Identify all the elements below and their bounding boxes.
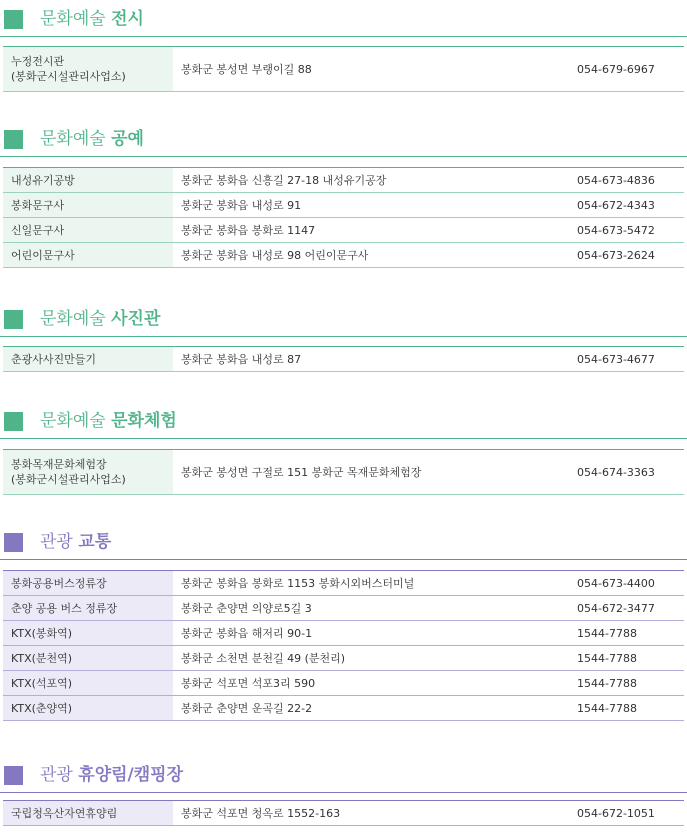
place-name: 봉화목재문화체험장 (봉화군시설관리사업소) <box>3 450 173 494</box>
place-name: 춘양 공용 버스 정류장 <box>3 596 173 620</box>
place-phone: 054-672-3477 <box>577 601 655 615</box>
section-transport <box>0 525 687 715</box>
place-address: 봉화군 봉화읍 해저리 90-1 <box>181 627 313 640</box>
section-marker <box>4 766 23 785</box>
table-row <box>3 47 684 92</box>
place-phone: 054-679-6967 <box>577 62 655 76</box>
section-marker <box>4 130 23 149</box>
table-row <box>3 193 684 218</box>
place-address: 봉화군 춘양면 의양로5길 3 <box>181 602 312 615</box>
section-title: 문화예술 사진관 <box>40 309 161 329</box>
place-address: 봉화군 봉화읍 내성로 87 <box>181 353 302 366</box>
place-name: KTX(봉화역) <box>3 621 173 645</box>
place-name: KTX(분천역) <box>3 646 173 670</box>
table-row <box>3 450 684 495</box>
section-exhibition <box>0 2 687 83</box>
table-row <box>3 347 684 372</box>
table-row <box>3 646 684 671</box>
directory-table <box>3 167 684 268</box>
directory-table <box>3 46 684 92</box>
table-row <box>3 621 684 646</box>
place-name: KTX(석포역) <box>3 671 173 695</box>
place-phone: 054-674-3363 <box>577 465 655 479</box>
section-culture-experience <box>0 404 687 486</box>
place-name: 국립청옥산자연휴양림 <box>3 801 173 825</box>
place-address: 봉화군 봉화읍 내성로 91 <box>181 199 302 212</box>
place-address: 봉화군 봉화읍 봉화로 1153 봉화시외버스터미널 <box>181 577 415 590</box>
section-header <box>0 525 687 560</box>
section-header <box>0 302 687 337</box>
directory-table <box>3 800 684 826</box>
table-row <box>3 243 684 268</box>
place-phone: 054-673-4400 <box>577 576 655 590</box>
place-phone: 1544-7788 <box>577 676 637 690</box>
place-name: 누정전시관 (봉화군시설관리사업소) <box>3 47 173 91</box>
place-address: 봉화군 석포면 청옥로 1552-163 <box>181 807 341 820</box>
place-name: 신일문구사 <box>3 218 173 242</box>
place-address: 봉화군 소천면 분천길 49 (분천리) <box>181 652 346 665</box>
directory-table <box>3 449 684 495</box>
section-forest-camping <box>0 758 687 820</box>
directory-table <box>3 570 684 721</box>
place-address: 봉화군 봉화읍 신흥길 27-18 내성유기공장 <box>181 174 387 187</box>
section-header <box>0 404 687 439</box>
place-name: 봉화문구사 <box>3 193 173 217</box>
place-address: 봉화군 춘양면 운곡길 22-2 <box>181 702 313 715</box>
table-row <box>3 571 684 596</box>
section-header <box>0 758 687 793</box>
place-address: 봉화군 봉성면 부랭이길 88 <box>181 63 312 76</box>
table-row <box>3 696 684 721</box>
section-marker <box>4 10 23 29</box>
place-address: 봉화군 봉화읍 내성로 98 어린이문구사 <box>181 249 369 262</box>
table-row <box>3 168 684 193</box>
section-crafts <box>0 122 687 262</box>
table-row <box>3 218 684 243</box>
table-row <box>3 801 684 826</box>
place-name: 봉화공용버스정류장 <box>3 571 173 595</box>
place-address: 봉화군 봉화읍 봉화로 1147 <box>181 224 316 237</box>
place-phone: 054-673-5472 <box>577 223 655 237</box>
section-title: 문화예술 문화체험 <box>40 411 177 431</box>
section-title: 문화예술 전시 <box>40 9 144 29</box>
section-header <box>0 2 687 37</box>
place-address: 봉화군 석포면 석포3리 590 <box>181 677 316 690</box>
section-title: 관광 교통 <box>40 532 112 552</box>
table-row <box>3 596 684 621</box>
place-phone: 054-673-2624 <box>577 248 655 262</box>
section-title: 관광 휴양림/캠핑장 <box>40 765 184 785</box>
place-phone: 1544-7788 <box>577 651 637 665</box>
place-phone: 054-673-4677 <box>577 352 655 366</box>
section-marker <box>4 412 23 431</box>
place-phone: 1544-7788 <box>577 626 637 640</box>
section-title: 문화예술 공예 <box>40 129 144 149</box>
place-phone: 054-673-4836 <box>577 173 655 187</box>
table-row <box>3 671 684 696</box>
place-phone: 1544-7788 <box>577 701 637 715</box>
place-phone: 054-672-1051 <box>577 806 655 820</box>
section-header <box>0 122 687 157</box>
section-photo-studio <box>0 302 687 366</box>
place-name: 춘광사사진만들기 <box>3 347 173 371</box>
directory-table <box>3 346 684 372</box>
place-name: 내성유기공방 <box>3 168 173 192</box>
place-name: 어린이문구사 <box>3 243 173 267</box>
section-marker <box>4 533 23 552</box>
place-phone: 054-672-4343 <box>577 198 655 212</box>
section-marker <box>4 310 23 329</box>
place-name: KTX(춘양역) <box>3 696 173 720</box>
place-address: 봉화군 봉성면 구절로 151 봉화군 목재문화체험장 <box>181 466 422 479</box>
